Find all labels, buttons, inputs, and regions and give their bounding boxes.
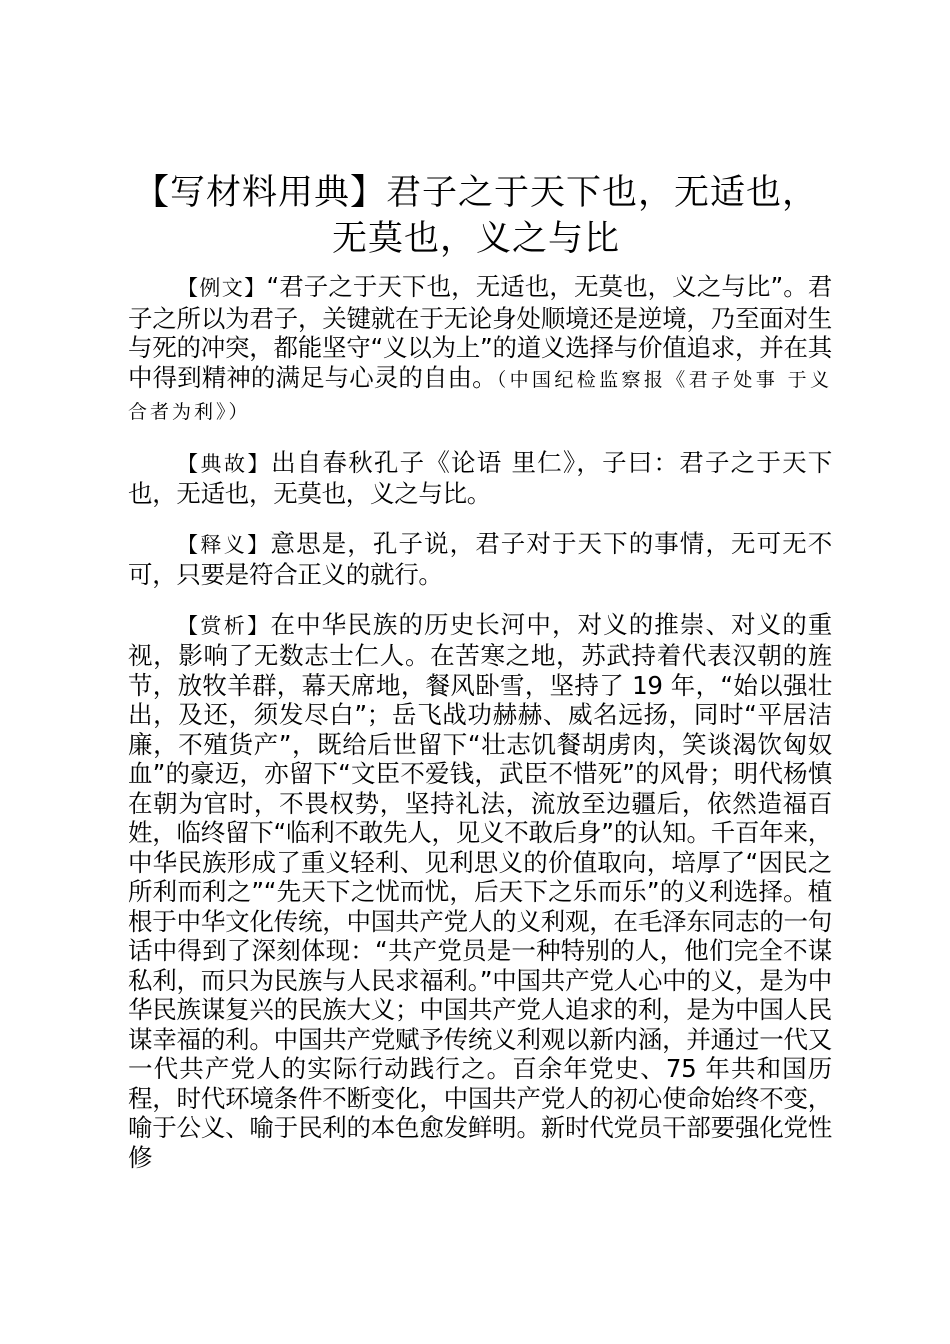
analysis-text: 在中华民族的历史长河中，对义的推崇、对义的重视，影响了无数志士仁人。在苦寒之地，苏武持着代表汉朝的旌节，放牧羊群，幕天席地，餐风卧雪，坚持了 19 年，“始以强壮出，及还，须发尽白”；岳飞战功赫赫、威名远扬，同时“平居洁廉，不殖货产”，既给后世留下“壮志饥餐胡虏肉，笑谈渴饮匈奴血”的豪迈，亦留下“文臣不爱钱，武臣不惜死”的风骨；明代杨慎在朝为官时，不畏权势，坚持礼法，流放至边疆后，依然造福百姓，临终留下“临利不敢先人，见义不敢后身”的认知。千百年来，中华民族形成了重义轻利、见利思义的价值取向，培厚了“因民之所利而利之”“先天下之忧而忧，后天下之乐而乐”的义利选择。植根于中华文化传统，中国共产党人的义利观，在毛泽东同志的一句话中得到了深刻体现：“共产党员是一种特别的人，他们完全不谋私利，而只为民族与人民求福利。”中国共产党人心中的义，是为中华民族谋复兴的民族大义；中国共产党人追求的利，是为中国人民谋幸福的利。中国共产党赋予传统义利观以新内涵，并通过一代又一代共产党人的实际行动践行之。百余年党史、75 年共和国历程，时代环境条件不断变化，中国共产党人的初心使命始终不变，喻于公义、喻于民利的本色愈发鲜明。新时代党员干部要强化党性修 — [128, 609, 833, 1172]
allusion-text: 出自春秋孔子《论语 里仁》，子曰：君子之于天下也，无适也，无莫也，义之与比。 — [128, 447, 833, 508]
analysis-tag: 【赏析】 — [177, 613, 271, 638]
analysis-paragraph — [128, 610, 832, 1173]
document-title: 【写材料用典】君子之于天下也，无适也，无莫也，义之与比 — [133, 173, 818, 259]
example-tag: 【例文】 — [177, 276, 267, 300]
example-text: “君子之于天下也，无适也，无莫也，义之与比”。君子之所以为君子，关键就在于无论身处顺境还是逆境，乃至面对生与死的冲突，都能坚守“义以为上”的道义选择与价值追求，并在其中得到精神的满足与心灵的自由。 — [128, 272, 833, 392]
meaning-text: 意思是，孔子说，君子对于天下的事情，无可无不可，只要是符合正义的就行。 — [128, 528, 833, 589]
example-source: （中国纪检监察报《君子处事 于义合者为利》） — [128, 368, 833, 423]
example-paragraph — [128, 272, 832, 428]
allusion-paragraph — [128, 448, 832, 509]
allusion-tag: 【典故】 — [177, 451, 272, 476]
meaning-paragraph — [128, 529, 832, 590]
meaning-tag: 【释义】 — [177, 532, 271, 557]
document-body — [128, 272, 832, 1172]
